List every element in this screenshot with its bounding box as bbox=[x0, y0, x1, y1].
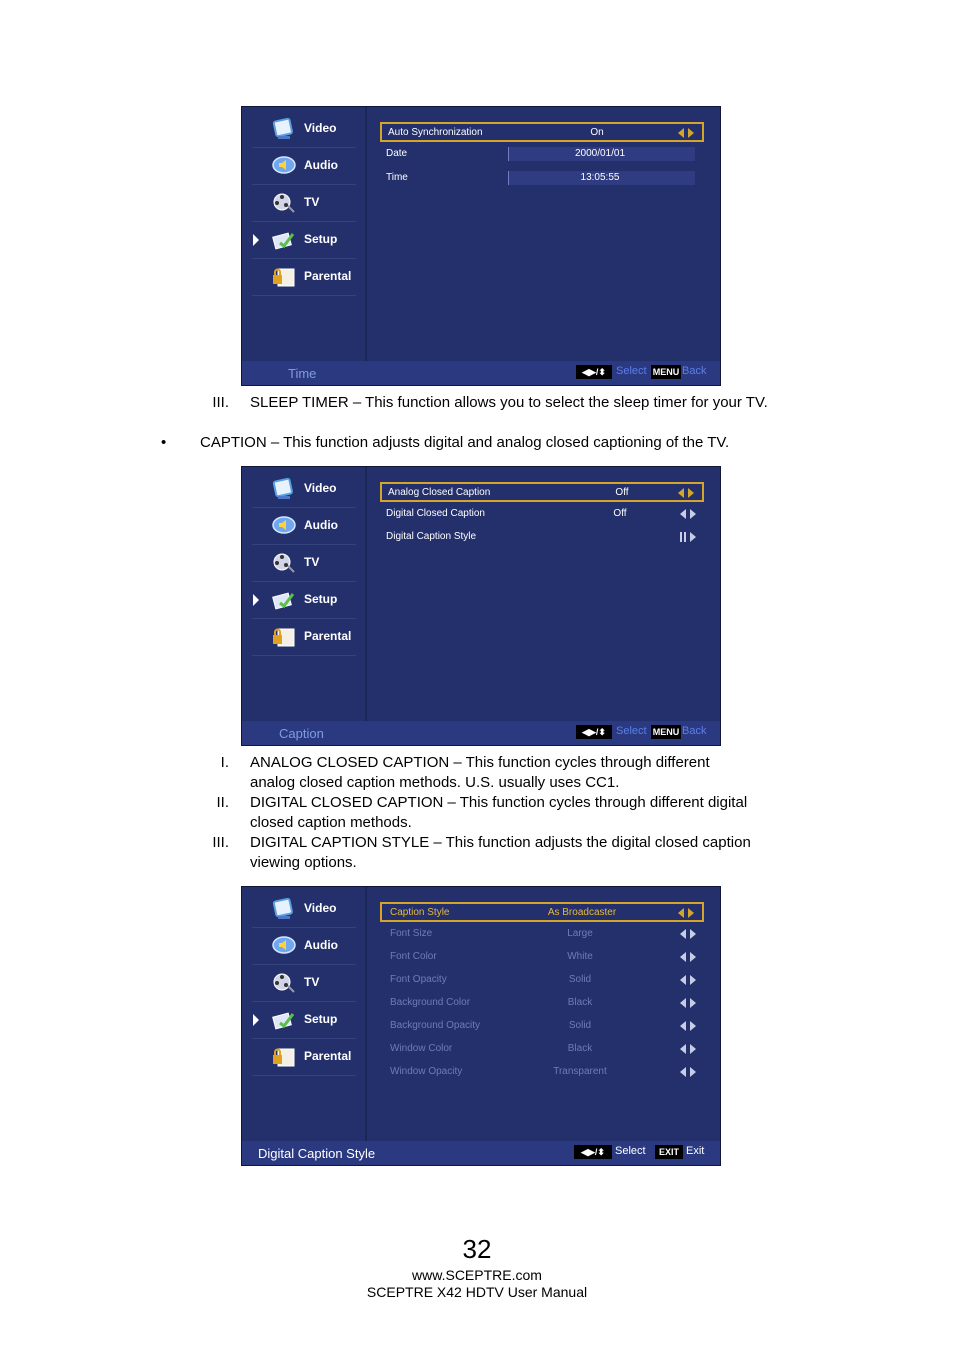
exit-key: EXIT bbox=[655, 1145, 683, 1159]
nav-item-setup[interactable]: Setup bbox=[252, 1002, 356, 1039]
hint-back: Back bbox=[682, 725, 707, 737]
hint-select: Select bbox=[615, 1145, 646, 1157]
setup-icon bbox=[272, 1009, 296, 1031]
left-right-arrows-icon bbox=[680, 998, 696, 1008]
nav-item-parental[interactable]: Parental bbox=[252, 1039, 356, 1076]
manual-title: SCEPTRE X42 HDTV User Manual bbox=[366, 1284, 588, 1300]
navigation-keys-icon: ◀▶/⬍ bbox=[576, 365, 612, 379]
list-number: I. bbox=[220, 754, 229, 771]
tv-icon bbox=[272, 972, 296, 994]
list-item-digital-caption-style: DIGITAL CAPTION STYLE – This function adjusts the digital closed caption viewing options. bbox=[250, 834, 751, 871]
nav-item-video[interactable]: Video bbox=[252, 891, 356, 928]
audio-icon bbox=[272, 515, 296, 537]
selected-arrow-icon bbox=[253, 1014, 259, 1026]
website-link[interactable]: www.SCEPTRE.com bbox=[412, 1267, 542, 1283]
row-digital-closed-caption[interactable]: Digital Closed Caption Off bbox=[380, 505, 704, 525]
row-digital-caption-style[interactable]: Digital Caption Style bbox=[380, 528, 704, 548]
navigation-keys-icon: ◀▶/⬍ bbox=[574, 1145, 612, 1159]
video-icon bbox=[272, 898, 296, 920]
row-auto-synchronization[interactable]: Auto Synchronization On bbox=[380, 122, 704, 142]
osd-footer: Digital Caption Style ◀▶/⬍ Select EXIT Exit bbox=[242, 1141, 720, 1165]
sidebar-divider bbox=[365, 107, 367, 363]
video-icon bbox=[272, 118, 296, 140]
parental-icon bbox=[272, 1046, 296, 1068]
left-right-arrows-icon bbox=[680, 1067, 696, 1077]
page-number: 32 bbox=[462, 1234, 492, 1264]
left-right-arrows-icon bbox=[680, 509, 696, 519]
left-right-arrows-icon bbox=[680, 929, 696, 939]
list-item-digital-closed-caption: DIGITAL CLOSED CAPTION – This function cycles through different digital closed caption methods. bbox=[250, 794, 748, 831]
hint-select: Select bbox=[616, 725, 647, 737]
left-right-arrows-icon bbox=[680, 952, 696, 962]
list-number: III. bbox=[212, 394, 229, 411]
video-icon bbox=[272, 478, 296, 500]
parental-icon bbox=[272, 626, 296, 648]
nav-item-tv[interactable]: TV bbox=[252, 185, 356, 222]
navigation-keys-icon: ◀▶/⬍ bbox=[576, 725, 612, 739]
parental-icon bbox=[272, 266, 296, 288]
nav-item-audio[interactable]: Audio bbox=[252, 148, 356, 185]
list-number: III. bbox=[212, 834, 229, 851]
selected-arrow-icon bbox=[253, 594, 259, 606]
left-right-arrows-icon bbox=[678, 908, 694, 918]
osd-screen-caption bbox=[241, 466, 721, 746]
audio-icon bbox=[272, 935, 296, 957]
nav-item-parental[interactable]: Parental bbox=[252, 619, 356, 656]
nav-item-audio[interactable]: Audio bbox=[252, 508, 356, 545]
left-right-arrows-icon bbox=[680, 1044, 696, 1054]
row-caption-style[interactable]: Caption Style As Broadcaster bbox=[380, 902, 704, 922]
osd-sidebar bbox=[242, 467, 365, 723]
list-item-sleep-timer: SLEEP TIMER – This function allows you to select the sleep timer for your TV. bbox=[250, 394, 768, 411]
osd-sidebar bbox=[242, 107, 365, 363]
row-window-opacity[interactable]: Window Opacity Transparent bbox=[380, 1063, 704, 1083]
osd-sidebar bbox=[242, 887, 365, 1143]
row-font-size[interactable]: Font Size Large bbox=[380, 925, 704, 945]
nav-item-setup[interactable]: Setup bbox=[252, 582, 356, 619]
row-font-opacity[interactable]: Font Opacity Solid bbox=[380, 971, 704, 991]
nav-item-setup[interactable]: Setup bbox=[252, 222, 356, 259]
hint-select: Select bbox=[616, 365, 647, 377]
enter-submenu-icon bbox=[680, 532, 696, 542]
nav-item-video[interactable]: Video bbox=[252, 111, 356, 148]
row-background-opacity[interactable]: Background Opacity Solid bbox=[380, 1017, 704, 1037]
row-time[interactable]: Time 13:05:55 bbox=[380, 169, 704, 189]
hint-back: Back bbox=[682, 365, 707, 377]
tv-icon bbox=[272, 552, 296, 574]
nav-item-video[interactable]: Video bbox=[252, 471, 356, 508]
selected-arrow-icon bbox=[253, 234, 259, 246]
row-window-color[interactable]: Window Color Black bbox=[380, 1040, 704, 1060]
nav-item-tv[interactable]: TV bbox=[252, 545, 356, 582]
row-analog-closed-caption[interactable]: Analog Closed Caption Off bbox=[380, 482, 704, 502]
list-item-analog-closed-caption: ANALOG CLOSED CAPTION – This function cycles through different analog closed caption methods. U.S. usually uses CC1. bbox=[250, 754, 710, 791]
menu-key: MENU bbox=[652, 727, 680, 737]
row-date[interactable]: Date 2000/01/01 bbox=[380, 145, 704, 165]
list-number: II. bbox=[216, 794, 229, 811]
sidebar-divider bbox=[365, 467, 367, 723]
nav-item-tv[interactable]: TV bbox=[252, 965, 356, 1002]
osd-screen-digital-caption-style bbox=[241, 886, 721, 1166]
menu-key: MENU bbox=[652, 367, 680, 377]
row-font-color[interactable]: Font Color White bbox=[380, 948, 704, 968]
audio-icon bbox=[272, 155, 296, 177]
nav-item-audio[interactable]: Audio bbox=[252, 928, 356, 965]
left-right-arrows-icon bbox=[678, 488, 694, 498]
osd-screen-time bbox=[241, 106, 721, 386]
left-right-arrows-icon bbox=[680, 1021, 696, 1031]
left-right-arrows-icon bbox=[680, 975, 696, 985]
sidebar-divider bbox=[365, 887, 367, 1143]
left-right-arrows-icon bbox=[678, 128, 694, 138]
setup-icon bbox=[272, 589, 296, 611]
osd-footer: Time ◀▶/⬍ Select MENU Back bbox=[242, 361, 720, 385]
tv-icon bbox=[272, 192, 296, 214]
row-background-color[interactable]: Background Color Black bbox=[380, 994, 704, 1014]
osd-footer: Caption ◀▶/⬍ Select MENU Back bbox=[242, 721, 720, 745]
list-item-caption: CAPTION – This function adjusts digital and analog closed captioning of the TV. bbox=[200, 434, 730, 451]
nav-item-parental[interactable]: Parental bbox=[252, 259, 356, 296]
setup-icon bbox=[272, 229, 296, 251]
hint-exit: Exit bbox=[686, 1145, 705, 1157]
bullet: • bbox=[161, 434, 167, 451]
